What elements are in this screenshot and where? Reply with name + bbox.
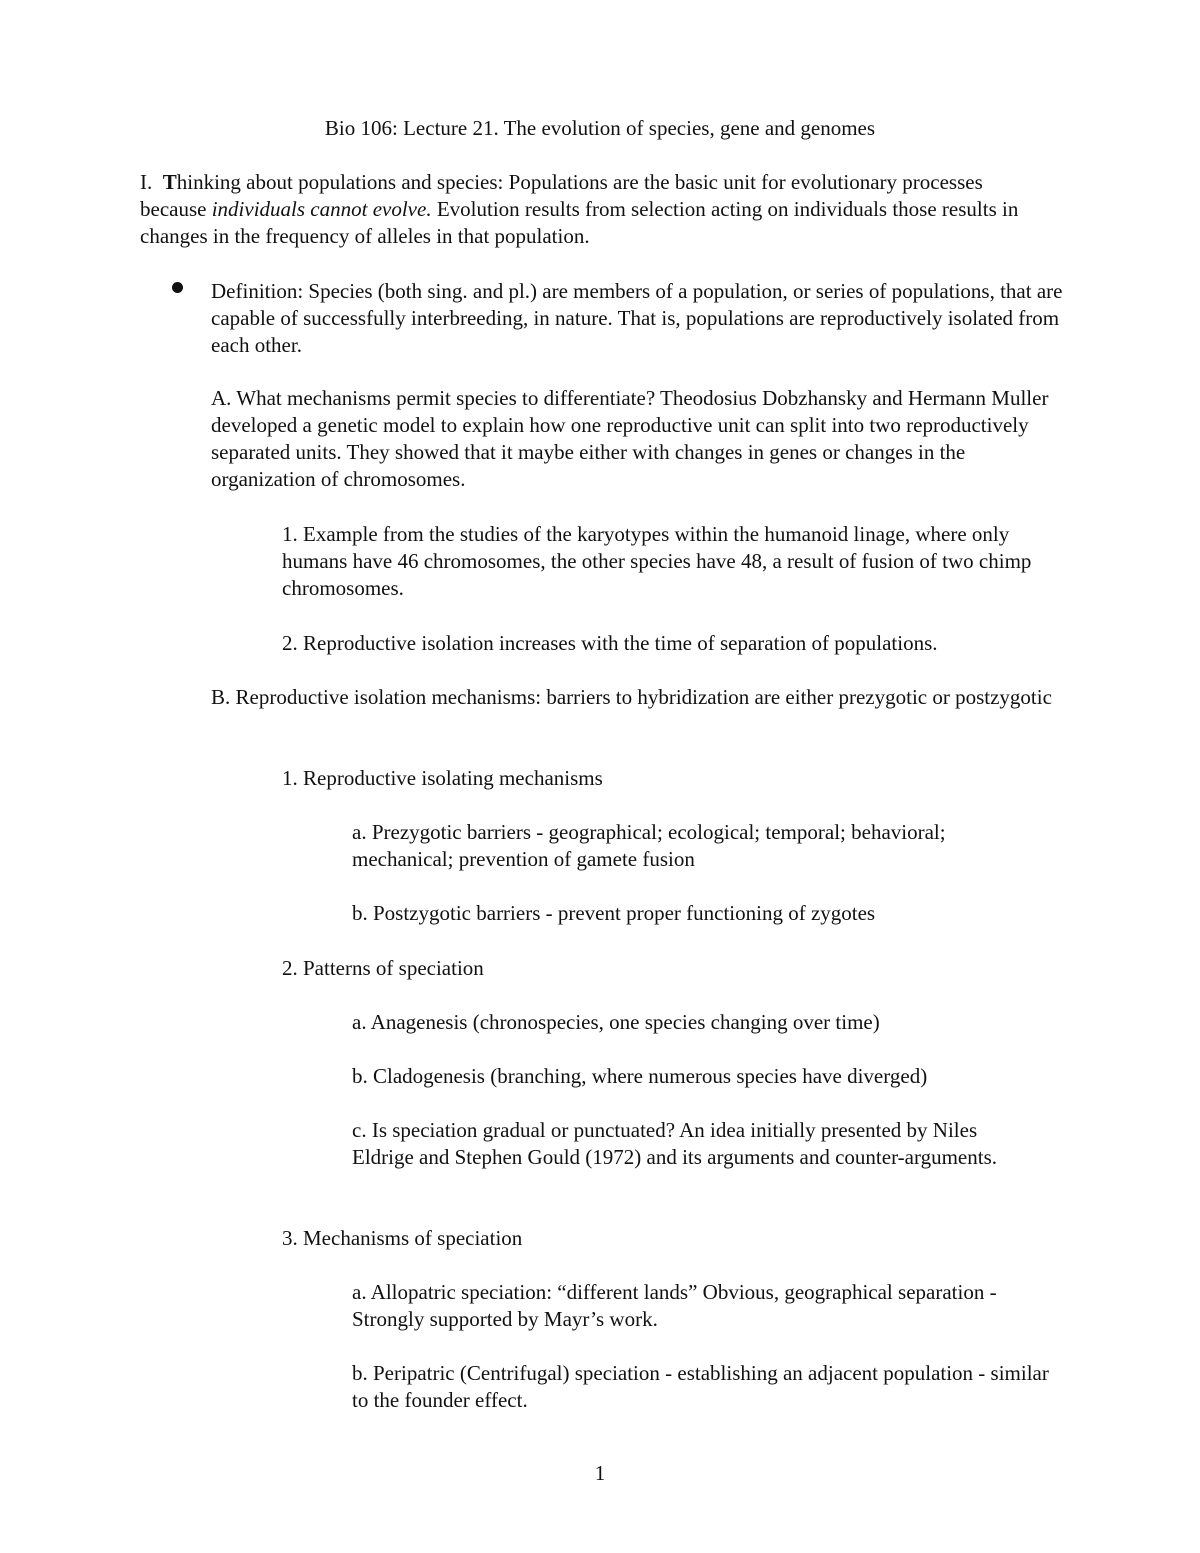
section-b-item-3b: b. Peripatric (Centrifugal) speciation - establishing an adjacent population - similar to the founder effect. xyxy=(352,1361,1049,1412)
section-i-paragraph xyxy=(140,169,1020,250)
section-i-initial: T xyxy=(162,170,177,194)
section-b-item-1a: a. Prezygotic barriers - geographical; ecological; temporal; behavioral; mechanical; prevention of gamete fusion xyxy=(352,820,946,871)
section-i-text-a: hinking about populations and species: Populations are the basic unit for evolutionary processes because xyxy=(140,170,983,221)
section-b-item-1b: b. Postzygotic barriers - prevent proper functioning of zygotes xyxy=(352,901,876,925)
section-a-paragraph: A. What mechanisms permit species to differentiate? Theodosius Dobzhansky and Hermann Muller developed a genetic model to explain how one reproductive unit can split into two reproductively separated units. They showed that it maybe either with changes in genes or changes in the organization of chromosomes. xyxy=(211,386,1049,491)
section-i-italic: individuals cannot evolve. xyxy=(211,197,432,221)
section-b-item-1-heading: 1. Reproductive isolating mechanisms xyxy=(282,766,603,790)
page-number: 1 xyxy=(594,1461,606,1485)
bullet-icon xyxy=(172,282,183,293)
section-b-item-2-heading: 2. Patterns of speciation xyxy=(282,956,484,980)
section-b-item-3a: a. Allopatric speciation: “different lands” Obvious, geographical separation - Strongly supported by Mayr’s work. xyxy=(352,1280,997,1331)
section-b-item-2a: a. Anagenesis (chronospecies, one species changing over time) xyxy=(352,1010,880,1034)
section-b-item-2c: c. Is speciation gradual or punctuated? An idea initially presented by Niles Eldrige and Stephen Gould (1972) and its arguments and counter-arguments. xyxy=(352,1118,997,1169)
section-i-label: I. xyxy=(140,170,153,194)
section-b-item-3-heading: 3. Mechanisms of speciation xyxy=(282,1226,523,1250)
section-i-text-b: Evolution results from selection acting on individuals those results in changes in the frequency of alleles in that population. xyxy=(140,197,1019,248)
section-b-paragraph: B. Reproductive isolation mechanisms: barriers to hybridization are either prezygotic or postzygotic xyxy=(211,685,1052,709)
page-title: Bio 106: Lecture 21. The evolution of species, gene and genomes xyxy=(324,116,876,140)
section-a-item-2: 2. Reproductive isolation increases with the time of separation of populations. xyxy=(282,631,938,655)
section-b-item-2b: b. Cladogenesis (branching, where numerous species have diverged) xyxy=(352,1064,928,1088)
definition-paragraph: Definition: Species (both sing. and pl.) are members of a population, or series of populations, that are capable of successfully interbreeding, in nature. That is, populations are reproductively isolated from each other. xyxy=(211,279,1063,357)
section-a-item-1: 1. Example from the studies of the karyotypes within the humanoid linage, where only humans have 46 chromosomes, the other species have 48, a result of fusion of two chimp chromosomes. xyxy=(282,522,1032,600)
